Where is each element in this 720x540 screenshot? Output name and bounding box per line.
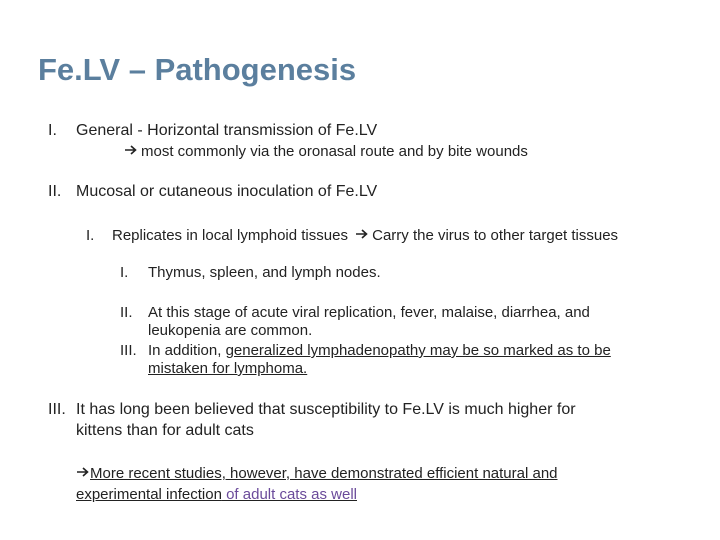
sub-item-2-line1: At this stage of acute viral replication, fever, malaise, diarrhea, and xyxy=(148,304,590,321)
arrow-right-icon xyxy=(124,143,138,160)
sub-item-3-line2: mistaken for lymphoma. xyxy=(148,360,308,377)
section-1-note-text: most commonly via the oronasal route and by bite wounds xyxy=(141,143,528,160)
sub-item-1-text: Thymus, spleen, and lymph nodes. xyxy=(148,264,381,281)
sub-item-3-plain: In addition, xyxy=(148,342,226,359)
section-2-sub-numeral: I. xyxy=(86,227,95,244)
section-1-text: General - Horizontal transmission of Fe.LV xyxy=(76,122,378,139)
section-3 xyxy=(48,401,576,419)
section-3-numeral: III. xyxy=(48,401,66,418)
section-1-numeral: I. xyxy=(48,122,57,139)
sub-item-3-line1 xyxy=(148,342,611,359)
sub-item-1-numeral: I. xyxy=(120,264,129,281)
section-2-sub xyxy=(86,227,619,244)
slide-title: Fe.LV – Pathogenesis xyxy=(38,52,357,87)
section-1 xyxy=(48,122,378,140)
section-3-note-text2a: experimental infection xyxy=(76,486,222,503)
sub-item-2-numeral: II. xyxy=(120,304,133,321)
section-3-note-line2[interactable] xyxy=(76,486,357,503)
section-3-note-link[interactable]: of adult cats as well xyxy=(221,486,357,503)
sub-item-3-underlined: generalized lymphadenopathy may be so marked as to be xyxy=(225,342,611,359)
section-1-note xyxy=(124,143,528,160)
sub-item-1 xyxy=(120,264,381,281)
section-2-text: Mucosal or cutaneous inoculation of Fe.LV xyxy=(76,183,378,200)
sub-item-2-line2: leukopenia are common. xyxy=(148,322,313,339)
sub-item-3 xyxy=(120,342,611,359)
sub-item-2 xyxy=(120,304,590,321)
section-3-line1: It has long been believed that susceptibility to Fe.LV is much higher for xyxy=(76,401,576,418)
section-3-line2: kittens than for adult cats xyxy=(76,422,254,439)
section-3-note-line1 xyxy=(76,465,558,482)
section-2-numeral: II. xyxy=(48,183,62,200)
arrow-right-icon xyxy=(355,227,369,244)
sub-item-3-numeral: III. xyxy=(120,342,137,359)
section-2-sub-line xyxy=(112,227,618,244)
section-3-note-text1: More recent studies, however, have demonstrated efficient natural and xyxy=(90,465,558,482)
section-2-sub-text-before: Replicates in local lymphoid tissues xyxy=(112,227,348,244)
arrow-right-icon xyxy=(76,465,90,482)
section-2 xyxy=(48,183,378,201)
section-2-sub-text-after: Carry the virus to other target tissues xyxy=(372,227,619,244)
